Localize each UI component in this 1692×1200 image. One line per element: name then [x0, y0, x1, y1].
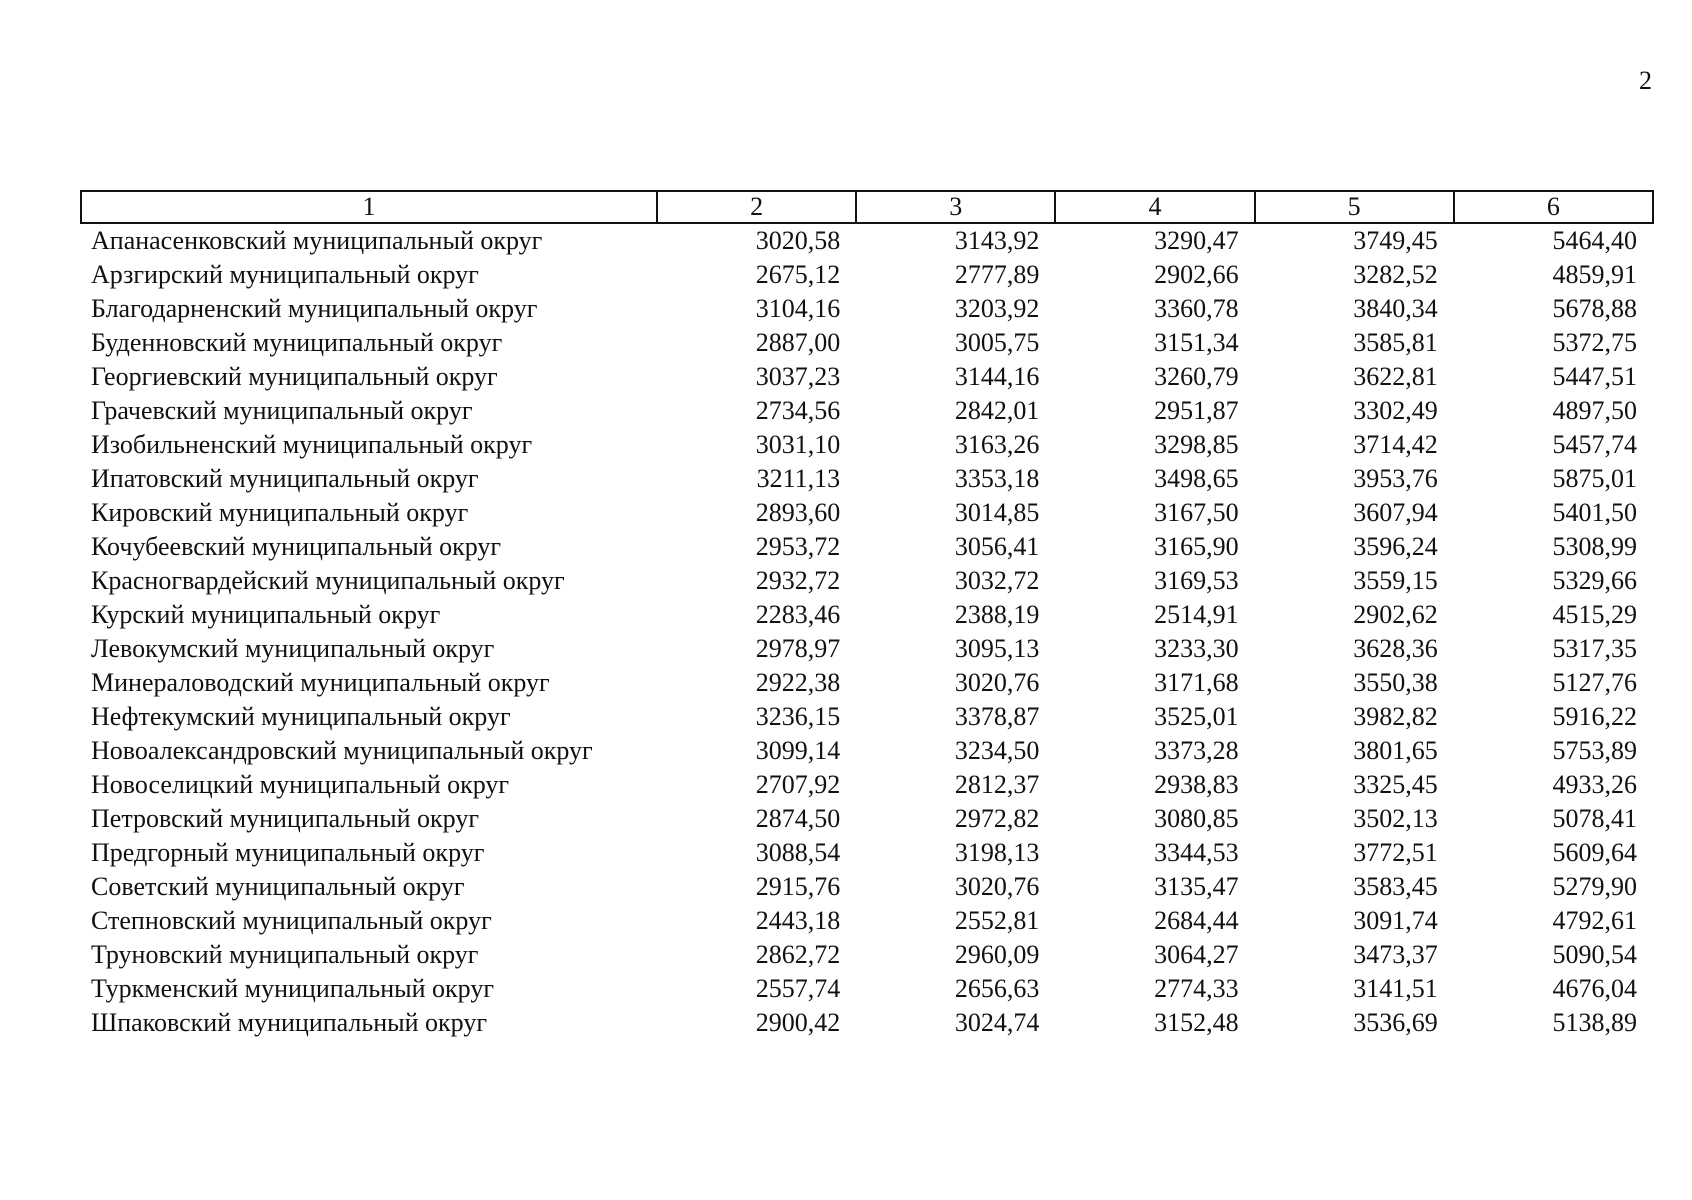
value-cell: 4859,91 [1552, 260, 1637, 289]
value-cell: 3020,76 [954, 872, 1040, 901]
table-row [81, 530, 1653, 564]
district-name-cell: Петровский муниципальный округ [91, 804, 479, 833]
district-name-cell: Буденновский муниципальный округ [91, 328, 503, 357]
value-cell: 3801,65 [1353, 736, 1438, 765]
value-cell: 3167,50 [1154, 498, 1239, 527]
table-row [81, 598, 1653, 632]
value-cell: 2684,44 [1154, 906, 1239, 935]
value-cell: 2953,72 [755, 532, 841, 561]
value-cell: 3536,69 [1353, 1008, 1438, 1037]
value-cell: 3714,42 [1353, 430, 1438, 459]
value-cell: 2960,09 [954, 940, 1040, 969]
table-row [81, 1006, 1653, 1040]
value-cell: 2283,46 [755, 600, 841, 629]
value-cell: 3024,74 [954, 1008, 1040, 1037]
table-row [81, 938, 1653, 972]
value-cell: 2777,89 [954, 260, 1040, 289]
value-cell: 3525,01 [1154, 702, 1239, 731]
value-cell: 3088,54 [755, 838, 841, 867]
value-cell: 3325,45 [1353, 770, 1438, 799]
district-name-cell: Шпаковский муниципальный округ [91, 1008, 487, 1037]
value-cell: 3056,41 [954, 532, 1040, 561]
value-cell: 5317,35 [1552, 634, 1637, 663]
value-cell: 2656,63 [954, 974, 1040, 1003]
value-cell: 3628,36 [1353, 634, 1438, 663]
district-name-cell: Арзгирский муниципальный округ [91, 260, 479, 289]
value-cell: 5753,89 [1552, 736, 1637, 765]
district-name-cell: Курский муниципальный округ [91, 600, 441, 629]
table-row [81, 972, 1653, 1006]
table-row [81, 870, 1653, 904]
district-name-cell: Кочубеевский муниципальный округ [91, 532, 502, 561]
value-cell: 2932,72 [755, 566, 841, 595]
value-cell: 3064,27 [1154, 940, 1239, 969]
value-cell: 2893,60 [755, 498, 841, 527]
table-row [81, 394, 1653, 428]
table-row [81, 836, 1653, 870]
value-cell: 3031,10 [755, 430, 841, 459]
value-cell: 4933,26 [1552, 770, 1637, 799]
value-cell: 3502,13 [1353, 804, 1438, 833]
value-cell: 3014,85 [954, 498, 1040, 527]
value-cell: 3144,16 [954, 362, 1040, 391]
district-name-cell: Левокумский муниципальный округ [91, 634, 495, 663]
value-cell: 3498,65 [1154, 464, 1239, 493]
value-cell: 2675,12 [755, 260, 841, 289]
value-cell: 5401,50 [1552, 498, 1637, 527]
value-cell: 3005,75 [954, 328, 1040, 357]
value-cell: 3032,72 [954, 566, 1040, 595]
value-cell: 2388,19 [954, 600, 1040, 629]
value-cell: 3282,52 [1353, 260, 1438, 289]
table-row [81, 904, 1653, 938]
value-cell: 2874,50 [755, 804, 841, 833]
value-cell: 5464,40 [1552, 226, 1637, 255]
value-cell: 5457,74 [1552, 430, 1637, 459]
value-cell: 3095,13 [954, 634, 1040, 663]
district-name-cell: Нефтекумский муниципальный округ [91, 702, 511, 731]
value-cell: 3840,34 [1353, 294, 1438, 323]
value-cell: 2938,83 [1154, 770, 1239, 799]
value-cell: 2887,00 [755, 328, 841, 357]
value-cell: 3135,47 [1154, 872, 1239, 901]
district-name-cell: Ипатовский муниципальный округ [91, 464, 479, 493]
value-cell: 3171,68 [1154, 668, 1239, 697]
value-cell: 3953,76 [1353, 464, 1438, 493]
value-cell: 5916,22 [1552, 702, 1637, 731]
table-body [81, 223, 1653, 1040]
table-row [81, 462, 1653, 496]
value-cell: 5090,54 [1552, 940, 1637, 969]
value-cell: 3344,53 [1154, 838, 1239, 867]
value-cell: 5329,66 [1552, 566, 1637, 595]
table-row [81, 428, 1653, 462]
value-cell: 3104,16 [755, 294, 841, 323]
value-cell: 3298,85 [1154, 430, 1239, 459]
district-name-cell: Кировский муниципальный округ [91, 498, 469, 527]
table-row [81, 258, 1653, 292]
column-header: 1 [81, 191, 657, 223]
value-cell: 3151,34 [1154, 328, 1239, 357]
value-cell: 3585,81 [1353, 328, 1438, 357]
value-cell: 4515,29 [1552, 600, 1637, 629]
table-row [81, 564, 1653, 598]
value-cell: 5447,51 [1552, 362, 1637, 391]
district-name-cell: Предгорный муниципальный округ [91, 838, 485, 867]
district-name-cell: Благодарненский муниципальный округ [91, 294, 538, 323]
value-cell: 3169,53 [1154, 566, 1239, 595]
value-cell: 2812,37 [954, 770, 1040, 799]
value-cell: 2862,72 [755, 940, 841, 969]
table-row [81, 802, 1653, 836]
value-cell: 3982,82 [1353, 702, 1438, 731]
value-cell: 3749,45 [1353, 226, 1438, 255]
value-cell: 2902,66 [1154, 260, 1239, 289]
value-cell: 3360,78 [1154, 294, 1239, 323]
value-cell: 3203,92 [954, 294, 1040, 323]
district-name-cell: Красногвардейский муниципальный округ [91, 566, 565, 595]
table-row [81, 734, 1653, 768]
value-cell: 3020,76 [954, 668, 1040, 697]
value-cell: 2978,97 [755, 634, 841, 663]
value-cell: 2774,33 [1154, 974, 1239, 1003]
value-cell: 5372,75 [1552, 328, 1637, 357]
district-name-cell: Советский муниципальный округ [91, 872, 465, 901]
value-cell: 2514,91 [1154, 600, 1239, 629]
header-row [81, 191, 1653, 223]
table-row [81, 768, 1653, 802]
value-cell: 3260,79 [1154, 362, 1239, 391]
district-name-cell: Георгиевский муниципальный округ [91, 362, 498, 391]
value-cell: 5678,88 [1552, 294, 1637, 323]
table-row [81, 666, 1653, 700]
value-cell: 3091,74 [1353, 906, 1438, 935]
value-cell: 2734,56 [755, 396, 841, 425]
value-cell: 2922,38 [755, 668, 841, 697]
page-number: 2 [1639, 66, 1652, 95]
value-cell: 3378,87 [954, 702, 1040, 731]
value-cell: 3211,13 [756, 464, 841, 493]
value-cell: 3099,14 [755, 736, 841, 765]
value-cell: 2443,18 [755, 906, 841, 935]
value-cell: 4792,61 [1552, 906, 1637, 935]
value-cell: 4897,50 [1552, 396, 1637, 425]
district-name-cell: Апанасенковский муниципальный округ [91, 226, 543, 255]
value-cell: 3772,51 [1353, 838, 1438, 867]
value-cell: 2900,42 [755, 1008, 841, 1037]
district-name-cell: Минераловодский муниципальный округ [91, 668, 550, 697]
value-cell: 3165,90 [1154, 532, 1239, 561]
value-cell: 3234,50 [954, 736, 1040, 765]
value-cell: 3583,45 [1353, 872, 1438, 901]
value-cell: 3152,48 [1154, 1008, 1239, 1037]
table-row [81, 326, 1653, 360]
value-cell: 5609,64 [1552, 838, 1637, 867]
value-cell: 3290,47 [1154, 226, 1239, 255]
value-cell: 2842,01 [954, 396, 1040, 425]
value-cell: 2915,76 [755, 872, 841, 901]
value-cell: 3473,37 [1353, 940, 1438, 969]
district-name-cell: Грачевский муниципальный округ [91, 396, 473, 425]
district-name-cell: Труновский муниципальный округ [91, 940, 479, 969]
value-cell: 5138,89 [1552, 1008, 1637, 1037]
table-row [81, 496, 1653, 530]
value-cell: 3596,24 [1353, 532, 1438, 561]
value-cell: 2902,62 [1353, 600, 1438, 629]
value-cell: 3020,58 [755, 226, 841, 255]
value-cell: 3373,28 [1154, 736, 1239, 765]
value-cell: 2552,81 [954, 906, 1040, 935]
value-cell: 3163,26 [954, 430, 1040, 459]
district-name-cell: Степновский муниципальный округ [91, 906, 492, 935]
column-header: 6 [1454, 191, 1653, 223]
district-name-cell: Новоселицкий муниципальный округ [91, 770, 510, 799]
data-table [80, 190, 1654, 1040]
district-name-cell: Изобильненский муниципальный округ [91, 430, 533, 459]
value-cell: 3607,94 [1353, 498, 1438, 527]
district-name-cell: Новоалександровский муниципальный округ [91, 736, 593, 765]
value-cell: 2972,82 [954, 804, 1040, 833]
table-row [81, 632, 1653, 666]
value-cell: 2557,74 [755, 974, 841, 1003]
value-cell: 3622,81 [1353, 362, 1438, 391]
value-cell: 5078,41 [1552, 804, 1637, 833]
district-name-cell: Туркменский муниципальный округ [91, 974, 494, 1003]
table-row [81, 292, 1653, 326]
value-cell: 5875,01 [1552, 464, 1637, 493]
value-cell: 3236,15 [755, 702, 841, 731]
value-cell: 5279,90 [1552, 872, 1637, 901]
value-cell: 3143,92 [954, 226, 1040, 255]
value-cell: 3353,18 [954, 464, 1040, 493]
value-cell: 3198,13 [954, 838, 1040, 867]
value-cell: 4676,04 [1552, 974, 1637, 1003]
value-cell: 3233,30 [1154, 634, 1239, 663]
value-cell: 2707,92 [755, 770, 841, 799]
column-header: 2 [657, 191, 856, 223]
value-cell: 3080,85 [1154, 804, 1239, 833]
value-cell: 3559,15 [1353, 566, 1438, 595]
value-cell: 2951,87 [1154, 396, 1239, 425]
value-cell: 5308,99 [1552, 532, 1637, 561]
value-cell: 5127,76 [1552, 668, 1637, 697]
table-row [81, 700, 1653, 734]
table-row [81, 360, 1653, 394]
column-header: 5 [1255, 191, 1454, 223]
value-cell: 3141,51 [1353, 974, 1438, 1003]
column-header: 4 [1055, 191, 1254, 223]
column-header: 3 [856, 191, 1055, 223]
table-row [81, 223, 1653, 258]
value-cell: 3302,49 [1353, 396, 1438, 425]
value-cell: 3550,38 [1353, 668, 1438, 697]
value-cell: 3037,23 [755, 362, 841, 391]
